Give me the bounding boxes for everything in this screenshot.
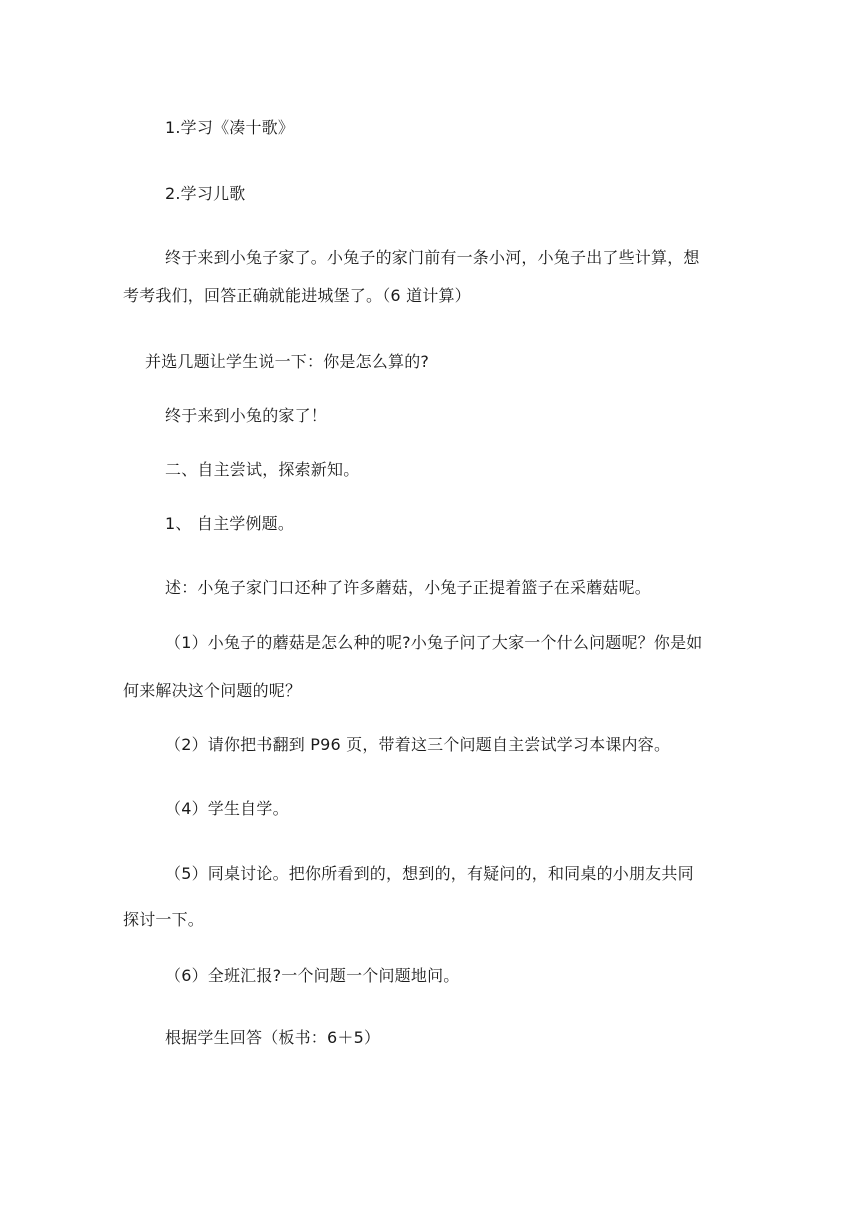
paragraph-14: 根据学生回答（板书：6＋5） [165, 1028, 381, 1047]
paragraph-9-line-2: 何来解决这个问题的呢？ [123, 681, 302, 700]
paragraph-5: 终于来到小兔的家了！ [165, 406, 328, 425]
paragraph-4: 并选几题让学生说一下：你是怎么算的? [145, 352, 430, 371]
paragraph-1: 1.学习《凑十歌》 [165, 118, 295, 137]
paragraph-12-line-1: （5）同桌讨论。把你所看到的，想到的，有疑问的，和同桌的小朋友共同 [165, 864, 694, 883]
paragraph-13: （6）全班汇报?一个问题一个问题地问。 [165, 966, 460, 985]
paragraph-11: （4）学生自学。 [165, 799, 289, 818]
paragraph-2: 2.学习儿歌 [165, 184, 246, 203]
paragraph-7: 1、 自主学例题。 [165, 514, 295, 533]
paragraph-3-line-2: 考考我们，回答正确就能进城堡了。（6 道计算） [123, 286, 471, 305]
paragraph-12-line-2: 探讨一下。 [123, 910, 205, 929]
paragraph-10: （2）请你把书翻到 P96 页，带着这三个问题自主尝试学习本课内容。 [165, 735, 671, 754]
paragraph-3-line-1: 终于来到小兔子家了。小兔子的家门前有一条小河，小兔子出了些计算，想 [165, 248, 700, 267]
paragraph-6: 二、自主尝试，探索新知。 [165, 460, 360, 479]
paragraph-8: 述：小兔子家门口还种了许多蘑菇，小兔子正提着篮子在采蘑菇呢。 [165, 578, 652, 597]
paragraph-9-line-1: （1）小兔子的蘑菇是怎么种的呢?小兔子问了大家一个什么问题呢？你是如 [165, 633, 703, 652]
